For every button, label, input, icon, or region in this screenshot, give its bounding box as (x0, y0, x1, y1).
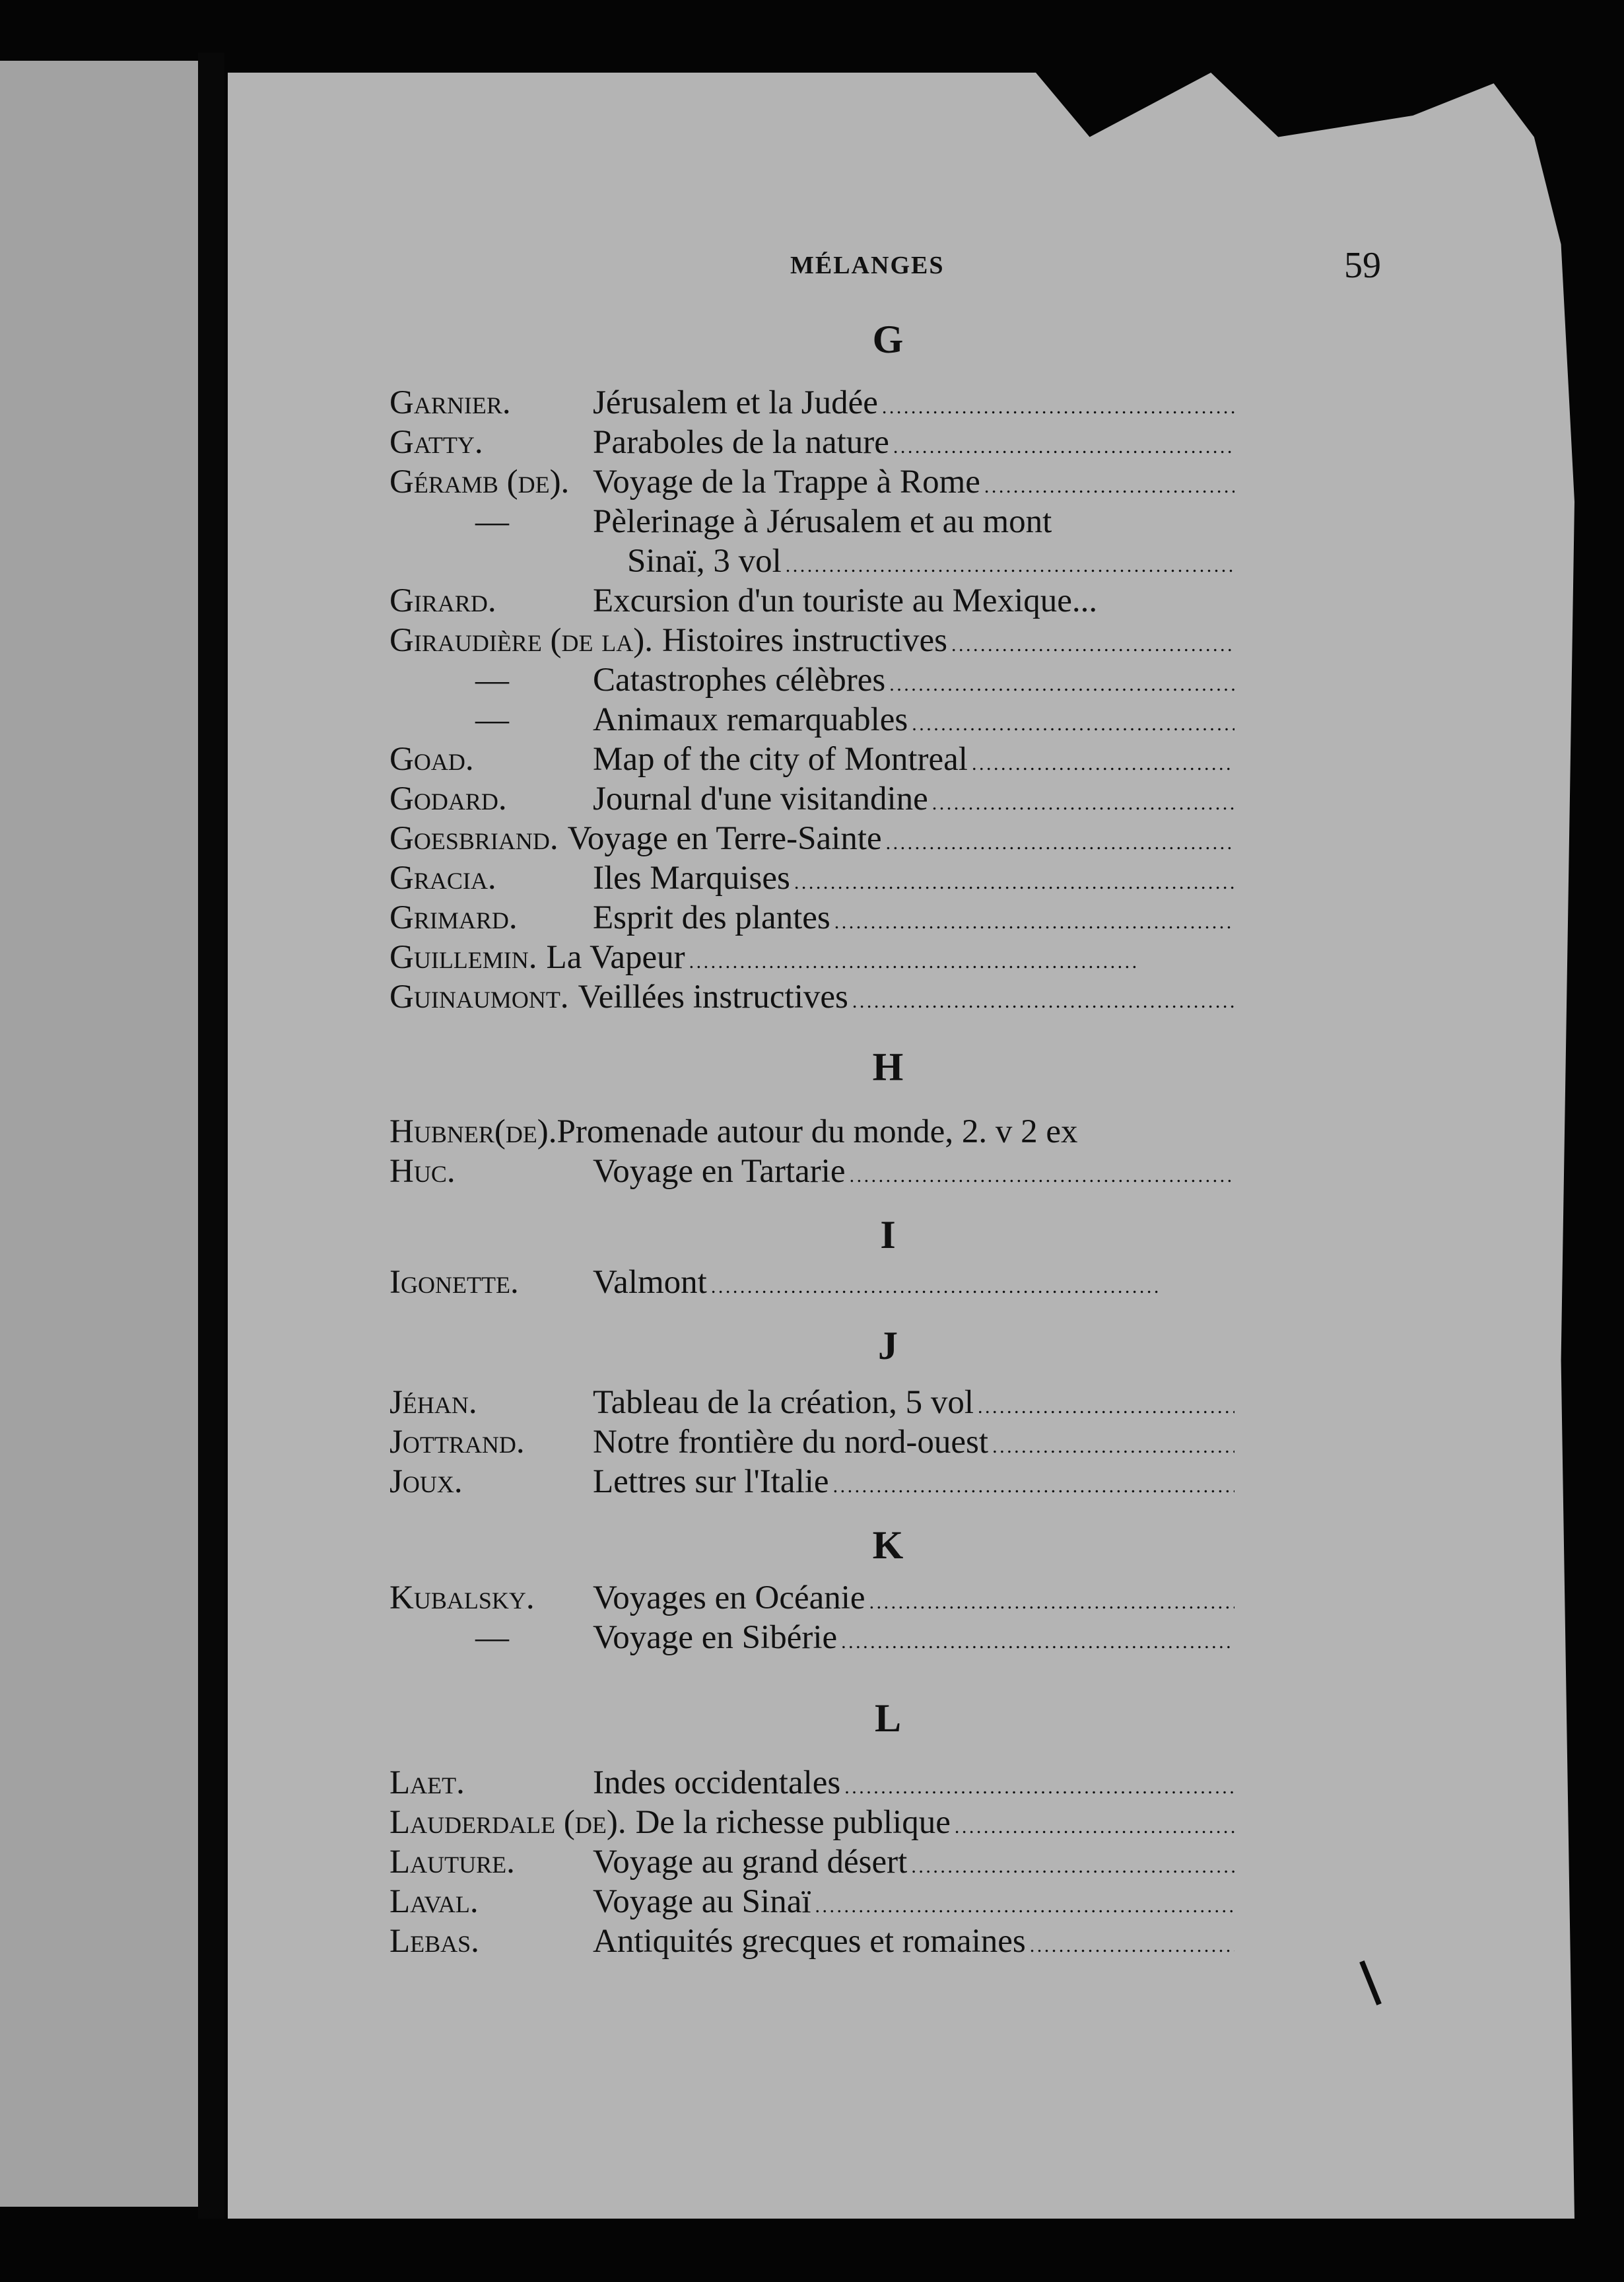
list-item (389, 462, 1235, 502)
entry-title: Voyage au Sinaï (593, 1883, 811, 1920)
entry-title: Iles Marquises (593, 860, 790, 897)
entry-author: Kubalsky. (389, 1579, 535, 1616)
entry-author: Girard. (389, 582, 496, 619)
section-heading-i: I (880, 1213, 896, 1257)
entry-title: Journal d'une visitandine (593, 780, 928, 817)
section-heading-k: K (872, 1523, 904, 1567)
list-item (389, 858, 1235, 898)
entry-author: Goad. (389, 741, 474, 778)
entry-author: Godard. (389, 780, 507, 817)
entry-title: Notre frontière du nord-ouest (593, 1424, 989, 1461)
list-item (389, 621, 1235, 660)
list-item (389, 502, 1235, 541)
list-item (389, 1112, 1235, 1152)
dot-leader (968, 740, 1235, 784)
entry-title: Esprit des plantes (593, 899, 830, 936)
entry-title: Animaux remarquables (593, 701, 908, 738)
dot-leader (846, 1152, 1235, 1196)
dot-leader (685, 938, 1235, 982)
dot-leader (974, 1383, 1235, 1427)
entry-title: Promenade autour du monde, 2. v 2 ex (557, 1113, 1078, 1150)
list-item (389, 1803, 1235, 1842)
list-item (389, 660, 1235, 700)
entry-author: Giraudière (de la). (389, 622, 653, 659)
entry-author: Huc. (389, 1153, 456, 1190)
book-spine (198, 53, 224, 2219)
list-item (389, 1422, 1235, 1462)
list-item (389, 383, 1235, 423)
entry-author: Igonette. (389, 1264, 519, 1301)
entry-author: Gatty. (389, 424, 483, 461)
entry-author: Jéhan. (389, 1384, 477, 1421)
entry-author: Grimard. (389, 899, 518, 936)
entry-author: Guillemin. (389, 939, 537, 976)
list-item (389, 581, 1235, 621)
dot-leader (848, 977, 1235, 1021)
list-item (389, 423, 1235, 462)
entry-title: Catastrophes célèbres (593, 662, 886, 699)
dot-leader (829, 1462, 1235, 1506)
dot-leader (885, 660, 1235, 705)
dot-leader (878, 383, 1235, 427)
entry-author: — (475, 1619, 509, 1656)
dot-leader (790, 858, 1235, 903)
dot-leader (811, 1882, 1235, 1926)
entry-title: Sinaï, 3 vol (627, 543, 782, 580)
list-item (389, 898, 1235, 938)
dot-leader (907, 1842, 1235, 1886)
dot-leader (782, 541, 1235, 586)
dot-leader (830, 898, 1235, 942)
list-item (389, 1578, 1235, 1618)
dot-leader (1026, 1921, 1235, 1966)
list-item (389, 1262, 1235, 1302)
list-item (389, 1882, 1235, 1921)
entry-author: Géramb (de). (389, 464, 570, 501)
entry-author: Garnier. (389, 384, 511, 421)
list-item (389, 1842, 1235, 1882)
dot-leader (882, 819, 1235, 863)
entry-author: Lauderdale (de). (389, 1804, 626, 1841)
entry-title: Excursion d'un touriste au Mexique... (593, 582, 1098, 619)
dot-leader (928, 779, 1235, 823)
section-heading-g: G (872, 318, 904, 361)
dot-leader (988, 1422, 1235, 1467)
entry-author: Jottrand. (389, 1424, 525, 1461)
entry-title: Voyage en Sibérie (593, 1619, 838, 1656)
list-item (389, 700, 1235, 740)
entry-title: Histoires instructives (662, 622, 948, 659)
entry-author: Lebas. (389, 1923, 479, 1960)
entry-author: Guinaumont. (389, 979, 569, 1016)
list-item (389, 938, 1235, 977)
dot-leader (707, 1262, 1235, 1307)
entry-author: Laet. (389, 1764, 465, 1801)
entry-title: Valmont (593, 1264, 707, 1301)
entry-title: La Vapeur (546, 939, 685, 976)
entry-title: Voyage en Tartarie (593, 1153, 846, 1190)
entry-author: Laval. (389, 1883, 479, 1920)
entry-author: — (475, 662, 509, 699)
facing-page (0, 61, 213, 2207)
entry-author: Goesbriand. (389, 820, 558, 857)
entry-title: Jérusalem et la Judée (593, 384, 878, 421)
entry-author: Gracia. (389, 860, 496, 897)
entry-title: De la richesse publique (635, 1804, 951, 1841)
entry-title: Pèlerinage à Jérusalem et au mont (593, 503, 1052, 540)
dot-leader (865, 1578, 1235, 1622)
entry-author: Lauture. (389, 1844, 515, 1881)
dot-leader (840, 1763, 1235, 1807)
entry-title: Indes occidentales (593, 1764, 841, 1801)
entry-title: Map of the city of Montreal (593, 741, 968, 778)
entry-title: Antiquités grecques et romaines (593, 1923, 1026, 1960)
section-heading-l: L (874, 1696, 902, 1740)
list-item (389, 819, 1235, 858)
list-item (389, 1618, 1235, 1657)
dot-leader (980, 462, 1235, 506)
list-item (389, 1763, 1235, 1803)
dot-leader (889, 423, 1235, 467)
entry-title: Lettres sur l'Italie (593, 1463, 829, 1500)
page-number: 59 (1344, 245, 1381, 286)
list-item (389, 541, 1235, 581)
list-item (389, 1383, 1235, 1422)
list-item (389, 740, 1235, 779)
entry-title: Voyage en Terre-Sainte (567, 820, 882, 857)
dot-leader (947, 621, 1235, 665)
running-head: MÉLANGES (790, 252, 945, 279)
entry-author: — (475, 503, 509, 540)
entry-title: Voyage au grand désert (593, 1844, 908, 1881)
entry-author: Hubner(de). (389, 1113, 557, 1150)
entry-title: Paraboles de la nature (593, 424, 889, 461)
entry-title: Veillées instructives (578, 979, 848, 1016)
entry-author: — (475, 701, 509, 738)
list-item (389, 977, 1235, 1017)
section-heading-h: H (872, 1045, 904, 1089)
dot-leader (951, 1803, 1235, 1847)
list-item (389, 1462, 1235, 1502)
list-item (389, 1921, 1235, 1961)
entry-title: Tableau de la création, 5 vol (593, 1384, 974, 1421)
dot-leader (908, 700, 1235, 744)
list-item (389, 779, 1235, 819)
section-heading-j: J (878, 1324, 898, 1367)
entry-author: Joux. (389, 1463, 463, 1500)
dot-leader (837, 1618, 1235, 1662)
list-item (389, 1152, 1235, 1191)
entry-title: Voyages en Océanie (593, 1579, 865, 1616)
entry-title: Voyage de la Trappe à Rome (593, 464, 980, 501)
